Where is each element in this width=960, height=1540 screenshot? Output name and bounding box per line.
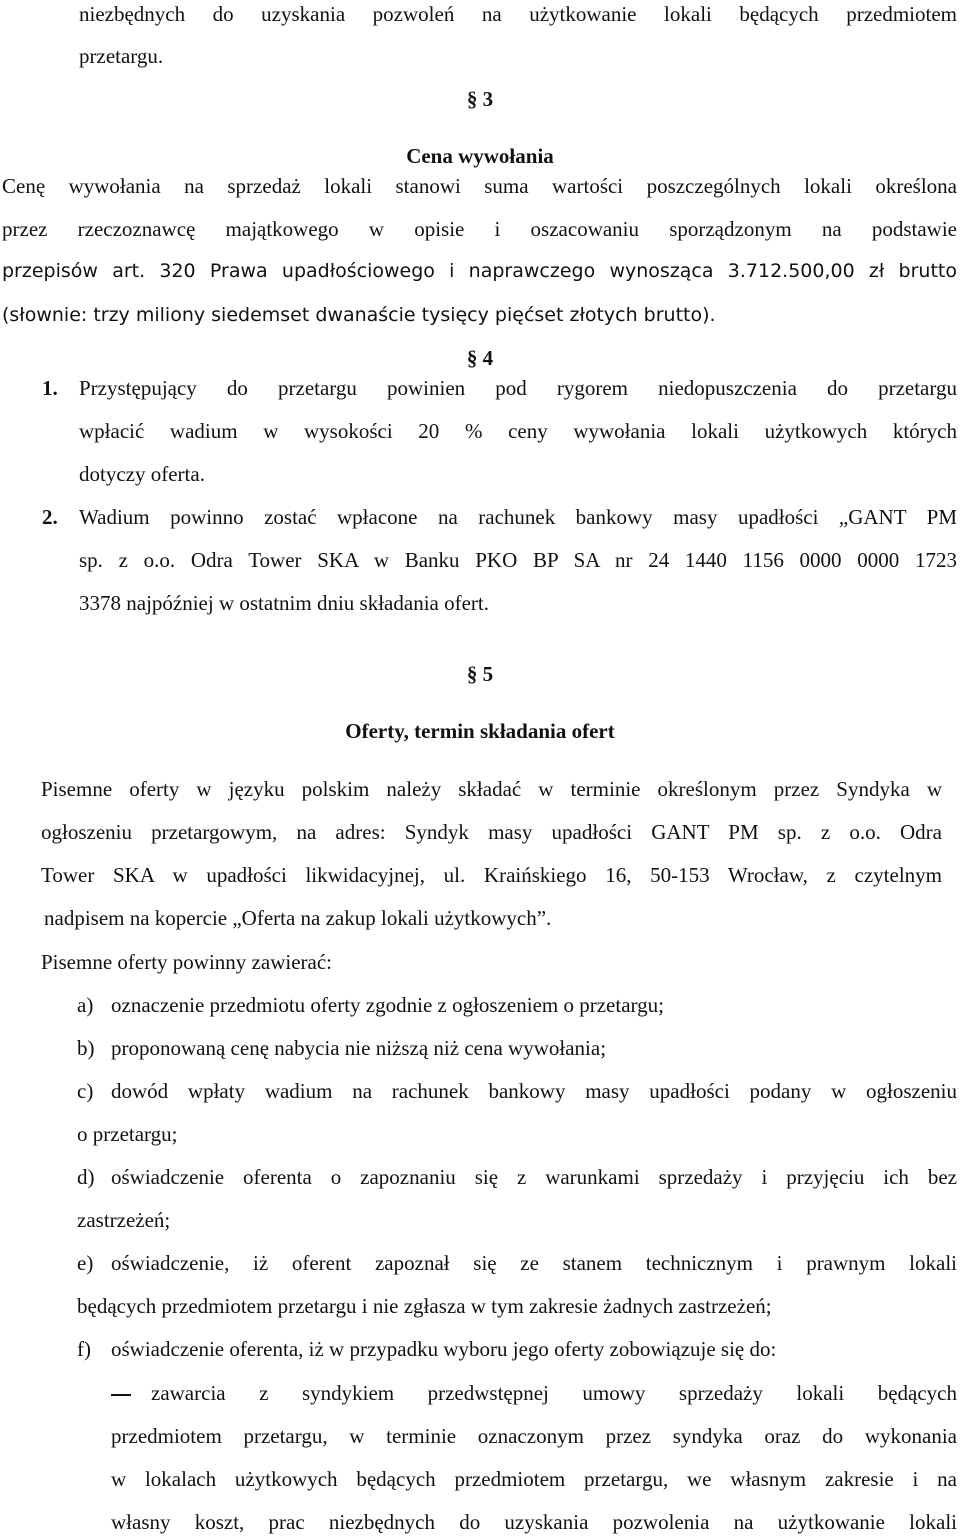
intro-line-1: niezbędnych do uzyskania pozwoleń na użytkowanie lokali będących przedmiotem [79,2,957,26]
list-item-b-letter: b) [77,1036,95,1060]
list-item-e-line-1: oświadczenie, iż oferent zapoznał się ze stanem technicznym i prawnym lokali [111,1251,957,1275]
section-3-title: Cena wywołania [406,144,554,168]
section-4-item-2-number: 2. [42,505,58,529]
section-4-item-1-line-1: Przystępujący do przetargu powinien pod rygorem niedopuszczenia do przetargu [79,376,957,400]
section-4-item-2-line-2: sp. z o.o. Odra Tower SKA w Banku PKO BP SA nr 24 1440 1156 0000 0000 1723 [79,548,957,572]
list-item-a-line-1: oznaczenie przedmiotu oferty zgodnie z ogłoszeniem o przetargu; [111,993,664,1017]
section-3-line-2: przez rzeczoznawcę majątkowego w opisie i oszacowaniu sporządzonym na podstawie [2,217,957,241]
section-3-line-1: Cenę wywołania na sprzedaż lokali stanowi suma wartości poszczególnych lokali określona [2,174,957,198]
list-item-a-letter: a) [77,993,94,1017]
list-item-d-letter: d) [77,1165,95,1189]
list-item-e-line-2: będących przedmiotem przetargu i nie zgłasza w tym zakresie żadnych zastrzeżeń; [77,1294,772,1318]
section-3-symbol: § 3 [466,87,494,111]
section-4-item-1-line-2: wpłacić wadium w wysokości 20 % ceny wywołania lokali użytkowych których [79,419,957,443]
section-3-line-3: przepisów art. 320 Prawa upadłościowego i naprawczego wynosząca 3.712.500,00 zł brutto [2,260,957,282]
list-item-c-line-1: dowód wpłaty wadium na rachunek bankowy masy upadłości podany w ogłoszeniu [111,1079,957,1103]
section-5-title: Oferty, termin składania ofert [345,719,615,743]
section-5-line-3: Tower SKA w upadłości likwidacyjnej, ul. Kraińskiego 16, 50-153 Wrocław, z czytelnym [41,863,942,887]
section-5-line-5: Pisemne oferty powinny zawierać: [41,950,332,974]
section-4-item-1-line-3: dotyczy oferta. [79,462,205,486]
list-item-c-letter: c) [77,1079,94,1103]
dash-item-line-3: w lokalach użytkowych będących przedmiotem przetargu, we własnym zakresie i na [111,1467,957,1491]
dash-item-line-4: własny koszt, prac niezbędnych do uzyskania pozwolenia na użytkowanie lokali [111,1510,957,1534]
list-item-d-line-1: oświadczenie oferenta o zapoznaniu się z warunkami sprzedaży i przyjęciu ich bez [111,1165,957,1189]
section-5-line-1: Pisemne oferty w języku polskim należy składać w terminie określonym przez Syndyka w [41,777,942,801]
section-5-symbol: § 5 [466,662,494,686]
section-5-line-4: nadpisem na kopercie „Oferta na zakup lokali użytkowych”. [44,906,552,930]
list-item-b-line-1: proponowaną cenę nabycia nie niższą niż cena wywołania; [111,1036,607,1060]
list-item-f-letter: f) [77,1337,91,1361]
list-item-d-line-2: zastrzeżeń; [77,1208,171,1232]
section-3-line-4: (słownie: trzy miliony siedemset dwanaście tysięcy pięćset złotych brutto). [2,304,716,326]
dash-item-line-1: zawarcia z syndykiem przedwstępnej umowy sprzedaży lokali będących [151,1381,957,1405]
dash-bullet [111,1394,131,1396]
section-4-item-2-line-1: Wadium powinno zostać wpłacone na rachunek bankowy masy upadłości „GANT PM [79,505,957,529]
section-4-symbol: § 4 [466,346,494,370]
section-4-item-2-line-3: 3378 najpóźniej w ostatnim dniu składania ofert. [79,591,489,615]
section-5-line-2: ogłoszeniu przetargowym, na adres: Syndyk masy upadłości GANT PM sp. z o.o. Odra [41,820,942,844]
dash-item-line-2: przedmiotem przetargu, w terminie oznaczonym przez syndyka oraz do wykonania [111,1424,957,1448]
intro-line-2: przetargu. [79,44,164,68]
section-4-item-1-number: 1. [42,376,58,400]
list-item-e-letter: e) [77,1251,94,1275]
list-item-f-line-1: oświadczenie oferenta, iż w przypadku wyboru jego oferty zobowiązuje się do: [111,1337,777,1361]
list-item-c-line-2: o przetargu; [77,1122,178,1146]
